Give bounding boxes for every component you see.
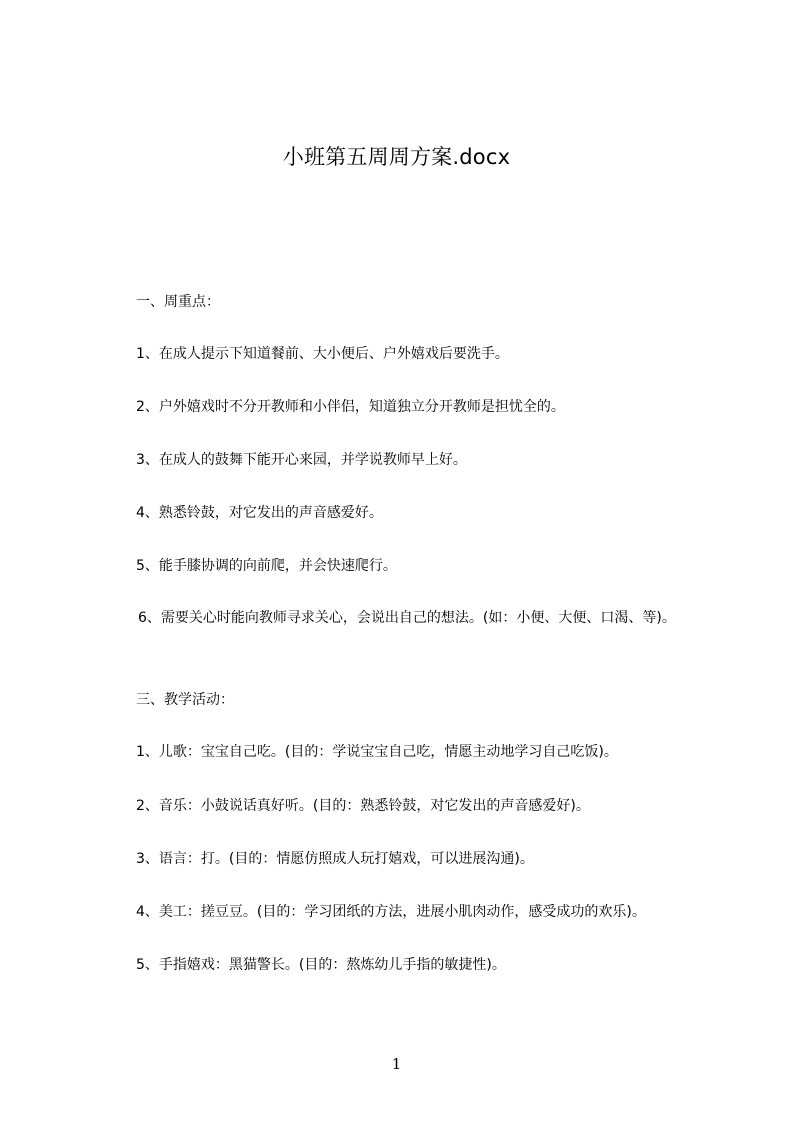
section-heading-focus: 一、周重点： [136,294,220,310]
focus-item-2: 2、户外嬉戏时不分开教师和小伴侣，知道独立分开教师是担忧全的。 [136,399,565,415]
activity-item-1: 1、儿歌：宝宝自己吃。(目的：学说宝宝自己吃，情愿主动地学习自己吃饭)。 [136,744,618,760]
activity-item-4: 4、美工：搓豆豆。(目的：学习团纸的方法，进展小肌肉动作，感受成功的欢乐)。 [136,904,646,920]
activity-item-5: 5、手指嬉戏：黑猫警长。(目的：熬炼幼儿手指的敏捷性)。 [136,957,506,973]
activity-item-3: 3、语言：打。(目的：情愿仿照成人玩打嬉戏，可以进展沟通)。 [136,851,534,867]
focus-item-4: 4、熟悉铃鼓，对它发出的声音感爱好。 [136,505,383,521]
document-title: 小班第五周周方案.docx [282,145,511,169]
focus-item-6: 6、需要关心时能向教师寻求关心，会说出自己的想法。(如：小便、大便、口渴、等)。 [138,610,676,626]
activity-item-2: 2、音乐：小鼓说话真好听。(目的：熟悉铃鼓，对它发出的声音感爱好)。 [136,798,590,814]
focus-item-5: 5、能手膝协调的向前爬，并会快速爬行。 [136,558,397,574]
focus-item-3: 3、在成人的鼓舞下能开心来园，并学说教师早上好。 [136,452,467,468]
page-number: 1 [391,1055,402,1073]
section-heading-activities: 三、教学活动： [136,692,234,708]
focus-item-1: 1、在成人提示下知道餐前、大小便后、户外嬉戏后要洗手。 [136,346,509,362]
